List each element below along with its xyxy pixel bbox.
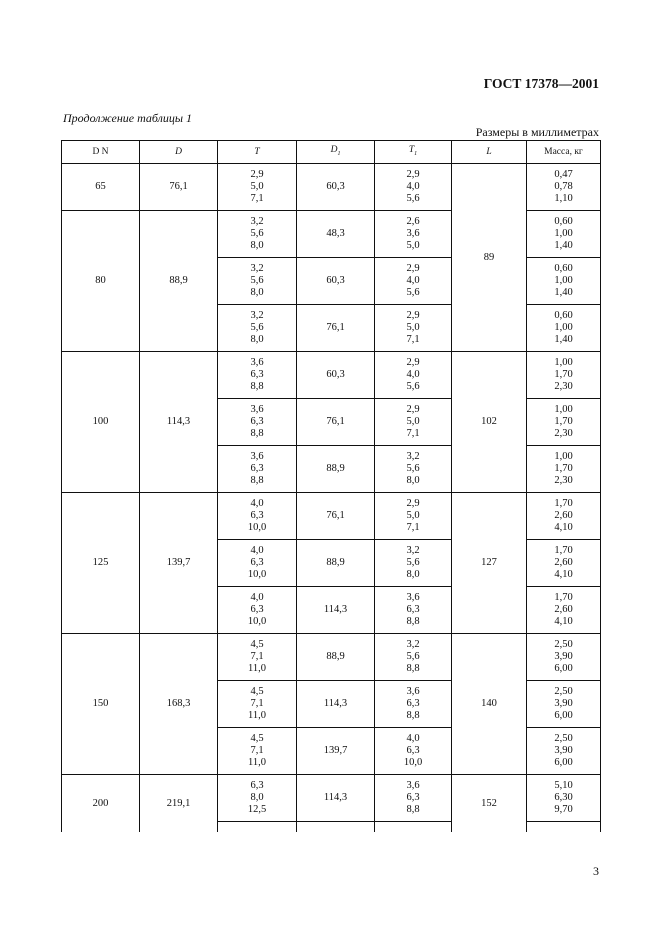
cell-value: 7,1	[250, 745, 264, 756]
cell-value: 3,90	[554, 651, 573, 662]
cell-value: 2,30	[554, 428, 573, 439]
cell-d1: 60,3	[297, 258, 375, 305]
table-row	[62, 164, 601, 211]
cell-t	[218, 728, 297, 775]
cell-value: 8,8	[250, 475, 264, 486]
cell-value: 10,0	[403, 757, 423, 768]
cell-value: 6,3	[406, 698, 420, 709]
cell-t1	[375, 775, 452, 822]
cell-dn: 100	[62, 352, 140, 493]
cell-l: 140	[452, 634, 527, 775]
cell-value: 7,1	[250, 193, 264, 204]
cell-dn: 125	[62, 493, 140, 634]
cell-value: 3,2	[250, 310, 264, 321]
cell-mass	[527, 681, 601, 728]
cell-value: 2,60	[554, 557, 573, 568]
cell-t	[218, 493, 297, 540]
cell-d1: 60,3	[297, 164, 375, 211]
cell-value: 4,0	[250, 592, 264, 603]
cell-mass	[527, 540, 601, 587]
table-header-row	[62, 141, 601, 164]
cell-value: 1,70	[554, 545, 573, 556]
cell-value: 6,30	[554, 792, 573, 803]
cell-mass	[527, 587, 601, 634]
cell-value: 0,60	[554, 216, 573, 227]
cell-t1	[375, 305, 452, 352]
cell-value: 3,2	[406, 451, 420, 462]
cell-value: 1,00	[554, 228, 573, 239]
cell-t1	[375, 634, 452, 681]
cell-d1: 76,1	[297, 305, 375, 352]
cell-d1: 88,9	[297, 446, 375, 493]
cell-mass	[527, 352, 601, 399]
cell-value: 9,70	[554, 804, 573, 815]
cell-dn: 200	[62, 775, 140, 833]
cell-mass	[527, 211, 601, 258]
cell-value: 3,2	[250, 263, 264, 274]
cell-value: 3,6	[250, 451, 264, 462]
units-note: Размеры в миллиметрах	[475, 125, 599, 139]
cell-d: 168,3	[140, 634, 218, 775]
cell-value: 8,8	[250, 428, 264, 439]
cell-value: 5,0	[406, 510, 420, 521]
cell-t	[218, 634, 297, 681]
cell-value: 6,3	[250, 369, 264, 380]
cell-t	[218, 211, 297, 258]
cell-mass	[527, 446, 601, 493]
cell-value: 6,00	[554, 710, 573, 721]
cell-mass	[527, 258, 601, 305]
cell-d: 88,9	[140, 211, 218, 352]
col-header-dn: D N	[62, 141, 140, 164]
cell-value: 5,0	[406, 240, 420, 251]
cell-value: 2,9	[406, 263, 420, 274]
cell-d: 139,7	[140, 493, 218, 634]
cell-value: 4,10	[554, 569, 573, 580]
cell-dn: 150	[62, 634, 140, 775]
cell-value: 3,6	[406, 686, 420, 697]
cell-value: 11,0	[248, 663, 266, 674]
cell-d1: 76,1	[297, 493, 375, 540]
cell-value: 10,0	[247, 569, 267, 580]
cell-d: 76,1	[140, 164, 218, 211]
cell-l: 102	[452, 352, 527, 493]
cell-d1: 88,9	[297, 540, 375, 587]
table-row	[62, 775, 601, 822]
cell-value: 8,8	[406, 710, 420, 721]
cell-value: 4,5	[250, 639, 264, 650]
cell-value: 1,00	[554, 357, 573, 368]
cell-value: 7,1	[406, 428, 420, 439]
cell-mass	[527, 164, 601, 211]
cell-value: 3,6	[406, 780, 420, 791]
cell-value: 1,00	[554, 451, 573, 462]
cell-value: 2,9	[250, 169, 264, 180]
cell-value: 8,0	[250, 792, 264, 803]
cell-value: 11,0	[248, 710, 266, 721]
cell-value: 11,0	[248, 757, 266, 768]
cell-mass	[527, 399, 601, 446]
cell-value: 3,6	[406, 228, 420, 239]
cell-value: 1,70	[554, 463, 573, 474]
cell-value: 1,70	[554, 369, 573, 380]
cell-value: 4,0	[250, 545, 264, 556]
col-header-d1: $D_1$	[297, 141, 375, 164]
cell-value: 2,9	[406, 169, 420, 180]
cell-d1	[297, 822, 375, 833]
cell-t	[218, 540, 297, 587]
cell-t1	[375, 211, 452, 258]
cell-value: 3,2	[250, 216, 264, 227]
cell-value: 7,1	[406, 522, 420, 533]
cell-t1	[375, 822, 452, 833]
cell-value: 6,3	[250, 416, 264, 427]
cell-value: 10,0	[247, 522, 267, 533]
cell-value: 4,0	[406, 275, 420, 286]
cell-value: 8,0	[406, 475, 420, 486]
cell-value: 7,1	[406, 334, 420, 345]
cell-d1: 88,9	[297, 634, 375, 681]
cell-value: 8,8	[250, 381, 264, 392]
cell-value: 2,50	[554, 639, 573, 650]
cell-t	[218, 399, 297, 446]
standard-code: ГОСТ 17378—2001	[483, 76, 599, 91]
cell-value: 1,70	[554, 416, 573, 427]
cell-value: 6,3	[406, 604, 420, 615]
cell-t1	[375, 587, 452, 634]
cell-t1	[375, 446, 452, 493]
cell-t1	[375, 164, 452, 211]
cell-value: 8,0	[250, 240, 264, 251]
cell-d: 219,1	[140, 775, 218, 833]
cell-value: 7,1	[250, 698, 264, 709]
cell-value: 2,30	[554, 475, 573, 486]
cell-value: 4,10	[554, 522, 573, 533]
table-row	[62, 634, 601, 681]
cell-t	[218, 164, 297, 211]
cell-t1	[375, 728, 452, 775]
cell-t	[218, 775, 297, 822]
cell-value: 8,0	[250, 334, 264, 345]
cell-dn: 65	[62, 164, 140, 211]
table-row	[62, 493, 601, 540]
cell-t1	[375, 352, 452, 399]
cell-value: 6,3	[250, 557, 264, 568]
cell-value: 7,1	[250, 651, 264, 662]
cell-value: 4,0	[406, 369, 420, 380]
cell-t1	[375, 493, 452, 540]
cell-value: 4,0	[406, 181, 420, 192]
cell-value: 6,3	[250, 510, 264, 521]
cell-value: 4,0	[250, 498, 264, 509]
cell-value: 2,50	[554, 686, 573, 697]
cell-value: 5,10	[554, 780, 573, 791]
cell-t	[218, 352, 297, 399]
col-header-mass: Масса, кг	[527, 141, 601, 164]
cell-value: 4,5	[250, 733, 264, 744]
cell-t	[218, 681, 297, 728]
cell-value: 5,6	[406, 381, 420, 392]
cell-value: 5,6	[406, 651, 420, 662]
cell-d1: 76,1	[297, 399, 375, 446]
cell-t1	[375, 399, 452, 446]
cell-value: 6,00	[554, 757, 573, 768]
cell-value: 3,90	[554, 698, 573, 709]
cell-value: 1,40	[554, 287, 573, 298]
cell-value: 2,9	[406, 404, 420, 415]
cell-value: 10,0	[247, 616, 267, 627]
cell-l: 89	[452, 164, 527, 352]
col-header-t1: $T_1$	[375, 141, 452, 164]
cell-value: 5,6	[406, 463, 420, 474]
col-header-d: D	[140, 141, 218, 164]
page-number: 3	[593, 864, 599, 878]
cell-l: 152	[452, 775, 527, 833]
cell-value: 4,0	[406, 733, 420, 744]
cell-value: 2,9	[406, 498, 420, 509]
table-row	[62, 352, 601, 399]
cell-t	[218, 446, 297, 493]
cell-mass	[527, 728, 601, 775]
cell-t1	[375, 681, 452, 728]
cell-value: 3,6	[250, 357, 264, 368]
cell-value: 5,6	[250, 275, 264, 286]
cell-value: 1,00	[554, 275, 573, 286]
cell-value: 2,60	[554, 604, 573, 615]
cell-value: 3,2	[406, 545, 420, 556]
cell-value: 1,70	[554, 498, 573, 509]
cell-value: 5,6	[406, 287, 420, 298]
cell-value: 3,6	[406, 592, 420, 603]
cell-value: 2,30	[554, 381, 573, 392]
cell-value: 0,78	[554, 181, 573, 192]
cell-value: 6,3	[250, 780, 264, 791]
col-header-l: L	[452, 141, 527, 164]
cell-dn: 80	[62, 211, 140, 352]
cell-value: 6,3	[406, 792, 420, 803]
cell-value: 8,8	[406, 663, 420, 674]
cell-d1: 114,3	[297, 775, 375, 822]
cell-value: 1,40	[554, 334, 573, 345]
cell-value: 2,9	[406, 357, 420, 368]
cell-value: 12,5	[247, 804, 267, 815]
cell-value: 5,6	[406, 557, 420, 568]
cell-value: 5,6	[250, 322, 264, 333]
cell-value: 1,00	[554, 404, 573, 415]
cell-value: 1,70	[554, 592, 573, 603]
cell-value: 2,50	[554, 733, 573, 744]
cell-l: 127	[452, 493, 527, 634]
cell-value: 2,9	[406, 310, 420, 321]
cell-value: 8,0	[406, 569, 420, 580]
col-header-t: T	[218, 141, 297, 164]
cell-d1: 114,3	[297, 681, 375, 728]
cell-t	[218, 258, 297, 305]
cell-value: 8,8	[406, 804, 420, 815]
cell-value: 3,90	[554, 745, 573, 756]
cell-d1: 139,7	[297, 728, 375, 775]
cell-value: 4,10	[554, 616, 573, 627]
cell-t	[218, 305, 297, 352]
cell-value: 8,8	[406, 616, 420, 627]
cell-t1	[375, 540, 452, 587]
cell-value: 5,6	[406, 193, 420, 204]
cell-value: 1,00	[554, 322, 573, 333]
cell-value: 5,0	[406, 322, 420, 333]
cell-value: 6,3	[250, 463, 264, 474]
cell-mass	[527, 305, 601, 352]
cell-d1: 114,3	[297, 587, 375, 634]
cell-mass	[527, 822, 601, 833]
cell-value: 0,60	[554, 263, 573, 274]
cell-t	[218, 822, 297, 833]
cell-mass	[527, 493, 601, 540]
cell-value: 3,2	[406, 639, 420, 650]
cell-value: 8,0	[250, 287, 264, 298]
cell-value: 6,3	[406, 745, 420, 756]
cell-d1: 60,3	[297, 352, 375, 399]
cell-value: 1,40	[554, 240, 573, 251]
cell-value: 0,60	[554, 310, 573, 321]
cell-mass	[527, 634, 601, 681]
table-continuation-caption: Продолжение таблицы 1	[63, 111, 193, 125]
cell-value: 3,6	[250, 404, 264, 415]
cell-value: 6,00	[554, 663, 573, 674]
cell-value: 2,6	[406, 216, 420, 227]
cell-value: 0,47	[554, 169, 573, 180]
dimensions-table	[61, 140, 601, 832]
cell-value: 5,0	[406, 416, 420, 427]
cell-t1	[375, 258, 452, 305]
cell-value: 4,5	[250, 686, 264, 697]
cell-d: 114,3	[140, 352, 218, 493]
cell-d1: 48,3	[297, 211, 375, 258]
cell-value: 5,6	[250, 228, 264, 239]
cell-value: 2,60	[554, 510, 573, 521]
cell-mass	[527, 775, 601, 822]
cell-value: 6,3	[250, 604, 264, 615]
cell-value: 5,0	[250, 181, 264, 192]
cell-t	[218, 587, 297, 634]
cell-value: 1,10	[554, 193, 573, 204]
